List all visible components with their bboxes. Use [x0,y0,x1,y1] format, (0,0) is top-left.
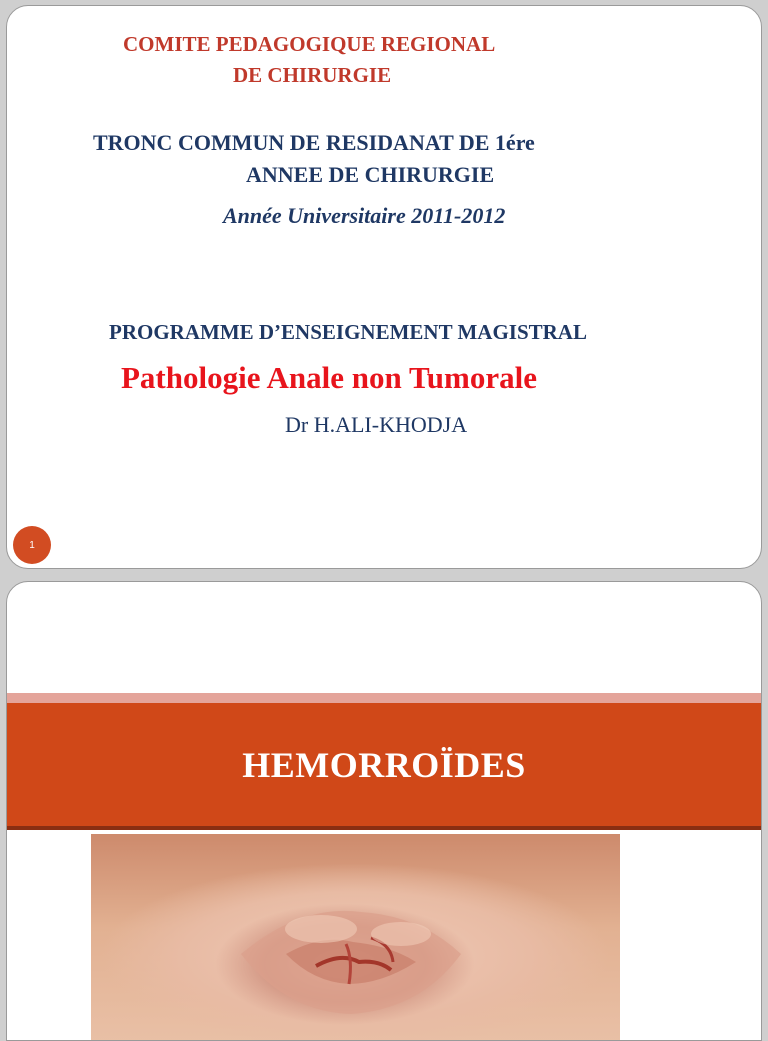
slide-1 [6,5,762,569]
banner-shadow-bar [7,826,761,830]
clinical-photo [91,834,620,1041]
page-number-badge: 1 [13,526,51,564]
committee-line-2: DE CHIRURGIE [233,63,392,87]
residency-line-2: ANNEE DE CHIRURGIE [246,162,495,187]
committee-line-1: COMITE PEDAGOGIQUE REGIONAL [123,32,496,56]
slide-2 [6,581,762,1041]
academic-year: Année Universitaire 2011-2012 [223,203,506,228]
section-title: HEMORROÏDES [242,744,526,785]
author-name: Dr H.ALI-KHODJA [285,412,468,437]
section-banner [7,703,761,826]
clinical-photo-detail [91,834,620,1041]
programme-heading: PROGRAMME D’ENSEIGNEMENT MAGISTRAL [109,320,587,344]
banner-accent-bar [7,693,761,703]
lecture-title: Pathologie Anale non Tumorale [121,360,537,395]
residency-line-1: TRONC COMMUN DE RESIDANAT DE 1ére [93,130,535,155]
